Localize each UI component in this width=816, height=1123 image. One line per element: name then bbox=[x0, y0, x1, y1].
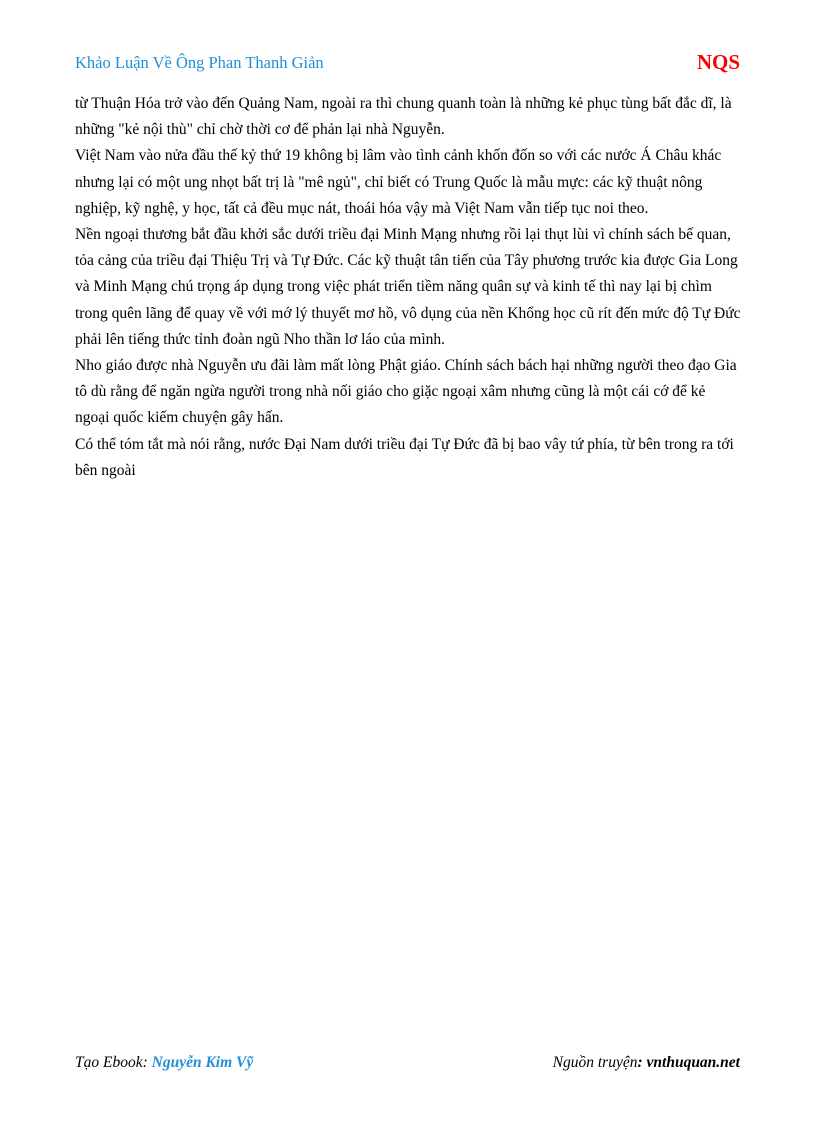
ebook-author: Nguyễn Kim Vỹ bbox=[151, 1054, 254, 1071]
paragraph: từ Thuận Hóa trở vào đến Quảng Nam, ngoài ra thì chung quanh toàn là những kẻ phục tùng bất đắc dĩ, là những "kẻ nội thù" chỉ chờ thời cơ để phản lại nhà Nguyễn. bbox=[75, 95, 732, 139]
book-title: Khảo Luận Về Ông Phan Thanh Giản bbox=[75, 53, 324, 72]
paragraph: Việt Nam vào nửa đầu thế kỷ thứ 19 không bị lâm vào tình cảnh khốn đốn so với các nước Á Châu khác nhưng lại có một ung nhọt bất trị là "mê ngủ", chỉ biết có Trung Quốc là mẫu mực: các kỹ thuật nông nghiệp, kỹ nghệ, y học, tất cả đều mục nát, thoái hóa vậy mà Việt Nam vẫn tiếp tục noi theo. bbox=[75, 147, 722, 217]
page-body bbox=[75, 91, 743, 484]
source-label: Nguồn truyện bbox=[552, 1054, 638, 1071]
paragraph: Nho giáo được nhà Nguyễn ưu đãi làm mất lòng Phật giáo. Chính sách bách hại những người theo đạo Gia tô dù rằng để ngăn ngừa người trong nhà nối giáo cho giặc ngoại xâm nhưng cũng là một cái cớ để kẻ ngoại quốc kiếm chuyện gây hấn. bbox=[75, 357, 737, 427]
page-footer bbox=[75, 1054, 740, 1076]
paragraph: Có thể tóm tắt mà nói rằng, nước Đại Nam dưới triều đại Tự Đức đã bị bao vây tứ phía, từ bên trong ra tới bên ngoài bbox=[75, 435, 734, 479]
source-credit: Nguồn truyện: vnthuquan.net bbox=[552, 1054, 740, 1071]
page-header bbox=[75, 50, 740, 76]
ebook-label: Tạo Ebook bbox=[75, 1054, 143, 1071]
ebook-credit: Tạo Ebook: Nguyễn Kim Vỹ bbox=[75, 1054, 254, 1071]
nqs-logo: NQS bbox=[696, 50, 740, 74]
source-site: vnthuquan.net bbox=[646, 1054, 740, 1071]
paragraph: Nền ngoại thương bắt đầu khởi sắc dưới triều đại Minh Mạng nhưng rồi lại thụt lùi vì chính sách bế quan, tỏa cảng của triều đại Thiệu Trị và Tự Đức. Các kỹ thuật tân tiến của Tây phương trước kia được Gia Long và Minh Mạng chú trọng áp dụng trong việc phát triển tiềm năng quân sự và kinh tế thì nay lại bị chìm trong quên lãng để quay về với mớ lý thuyết mơ hồ, vô dụng của nền Khổng học cũ rít đến mức độ Tự Đức phải lên tiếng thức tỉnh đoàn ngũ Nho thần lơ láo của mình. bbox=[75, 226, 741, 348]
